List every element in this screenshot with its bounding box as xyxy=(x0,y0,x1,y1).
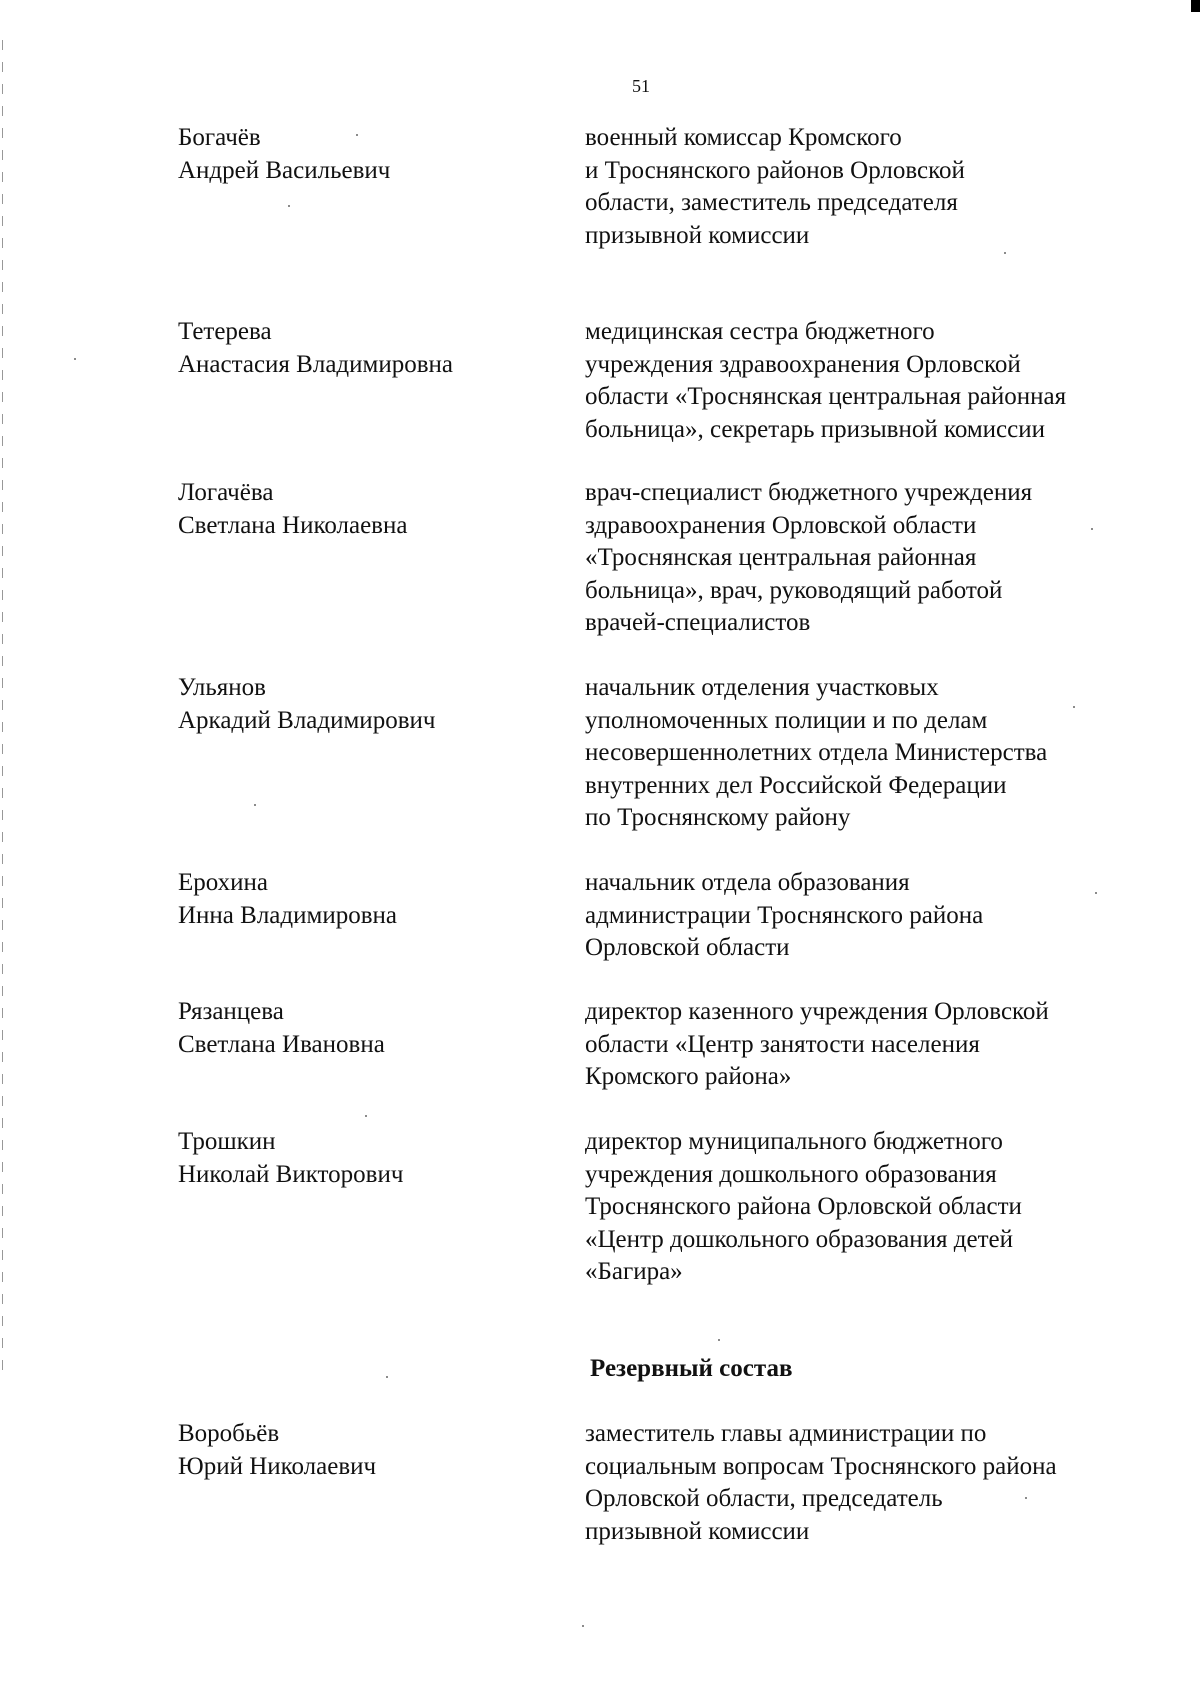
position-line: области, заместитель председателя xyxy=(585,189,958,216)
position-line: военный комиссар Кромского xyxy=(585,124,902,151)
surname: Логачёва xyxy=(178,479,274,506)
given-names: Светлана Ивановна xyxy=(178,1030,385,1058)
position-line: уполномоченных полиции и по делам xyxy=(585,706,988,734)
given-names: Инна Владимировна xyxy=(178,901,397,929)
scan-speck xyxy=(718,1339,720,1341)
surname: Воробьёв xyxy=(178,1420,280,1447)
scan-speck xyxy=(1095,892,1097,894)
position-line: врач-специалист бюджетного учреждения xyxy=(585,479,1033,506)
scan-speck xyxy=(1025,1497,1027,1499)
member-name xyxy=(178,1126,538,1191)
position-line: области «Троснянская центральная районная xyxy=(585,383,1067,410)
position-line: «Багира» xyxy=(585,1258,683,1285)
member-name xyxy=(178,477,538,542)
member-name xyxy=(178,996,538,1061)
scan-speck xyxy=(1091,528,1093,530)
given-names: Аркадий Владимирович xyxy=(178,706,436,734)
scan-speck xyxy=(386,1376,388,1378)
position-line: администрации Троснянского района xyxy=(585,901,984,929)
position-line: начальник отделения участковых xyxy=(585,674,939,701)
position-line: Орловской области xyxy=(585,934,790,961)
position-line: учреждения дошкольного образования xyxy=(585,1160,997,1188)
position-line: больница», секретарь призывной комиссии xyxy=(585,415,1046,443)
member-position xyxy=(585,867,1145,965)
position-line: внутренних дел Российской Федерации xyxy=(585,771,1007,799)
surname: Богачёв xyxy=(178,124,261,151)
surname: Трошкин xyxy=(178,1128,276,1155)
position-line: директор муниципального бюджетного xyxy=(585,1128,1003,1155)
scan-speck xyxy=(254,804,256,806)
surname: Рязанцева xyxy=(178,998,284,1025)
reserve-member-position xyxy=(585,1418,1145,1548)
position-line: больница», врач, руководящий работой xyxy=(585,576,1003,604)
position-line: заместитель главы администрации по xyxy=(585,1420,987,1447)
member-position xyxy=(585,1126,1145,1289)
position-line: социальным вопросам Троснянского района xyxy=(585,1452,1057,1480)
scan-speck xyxy=(1004,252,1006,254)
member-position xyxy=(585,316,1145,446)
member-position xyxy=(585,996,1145,1094)
scan-speck xyxy=(1073,706,1075,708)
position-line: «Троснянская центральная районная xyxy=(585,544,977,571)
scan-speck xyxy=(74,358,76,360)
position-line: и Троснянского районов Орловской xyxy=(585,156,965,184)
scan-speck xyxy=(288,205,290,207)
surname: Ульянов xyxy=(178,674,266,701)
position-line: несовершеннолетних отдела Министерства xyxy=(585,739,1048,766)
scan-speck xyxy=(582,1625,584,1627)
scan-corner-mark xyxy=(1191,0,1200,12)
member-name xyxy=(178,316,538,381)
position-line: «Центр дошкольного образования детей xyxy=(585,1225,1014,1253)
position-line: начальник отдела образования xyxy=(585,869,910,896)
member-position xyxy=(585,122,1145,252)
member-name xyxy=(178,122,538,187)
position-line: области «Центр занятости населения xyxy=(585,1030,980,1058)
position-line: Кромского района» xyxy=(585,1063,792,1090)
member-name xyxy=(178,672,538,737)
member-position xyxy=(585,477,1145,640)
given-names: Андрей Васильевич xyxy=(178,156,391,184)
position-line: врачей-специалистов xyxy=(585,609,811,636)
position-line: призывной комиссии xyxy=(585,1517,810,1545)
given-names: Юрий Николаевич xyxy=(178,1452,377,1480)
position-line: призывной комиссии xyxy=(585,221,810,249)
position-line: здравоохранения Орловской области xyxy=(585,511,977,539)
scan-speck xyxy=(365,1115,367,1117)
position-line: Орловской области, председатель xyxy=(585,1485,943,1512)
page-number: 51 xyxy=(632,76,650,96)
scan-speck xyxy=(356,134,358,136)
surname: Тетерева xyxy=(178,318,272,345)
reserve-member-name xyxy=(178,1418,538,1483)
given-names: Анастасия Владимировна xyxy=(178,350,453,378)
member-name xyxy=(178,867,538,932)
position-line: медицинская сестра бюджетного xyxy=(585,318,935,345)
given-names: Светлана Николаевна xyxy=(178,511,408,539)
reserve-section-heading: Резервный состав xyxy=(590,1355,793,1382)
position-line: по Троснянскому району xyxy=(585,804,851,831)
position-line: учреждения здравоохранения Орловской xyxy=(585,350,1021,378)
given-names: Николай Викторович xyxy=(178,1160,404,1188)
position-line: Троснянского района Орловской области xyxy=(585,1193,1022,1220)
member-position xyxy=(585,672,1145,835)
position-line: директор казенного учреждения Орловской xyxy=(585,998,1049,1025)
scan-left-edge xyxy=(2,40,3,1370)
surname: Ерохина xyxy=(178,869,269,896)
